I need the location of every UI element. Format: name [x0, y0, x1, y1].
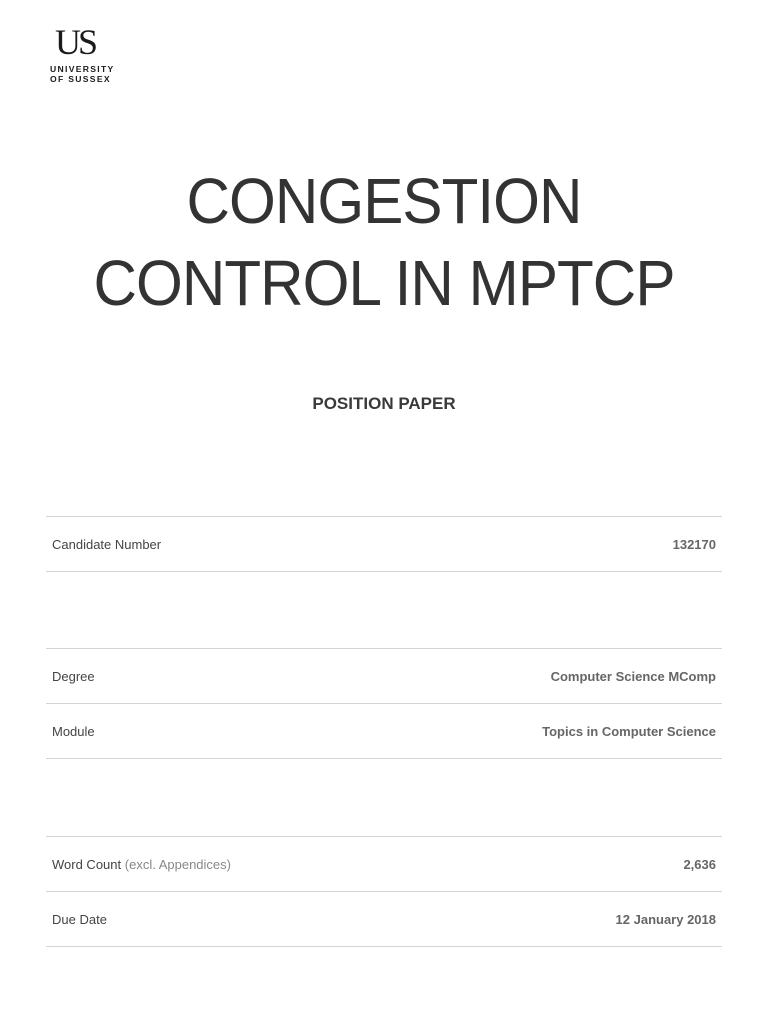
module-label: Module	[52, 723, 95, 739]
degree-value: Computer Science MComp	[550, 668, 716, 684]
word-count-label: Word Count	[52, 856, 122, 872]
candidate-number-value: 132170	[672, 536, 716, 552]
document-title	[23, 160, 745, 324]
document-subtitle: POSITION PAPER	[312, 394, 456, 413]
logo-text-line2: OF SUSSEX	[50, 74, 111, 84]
due-date-row	[46, 892, 722, 947]
module-row	[46, 704, 722, 759]
candidate-number-label: Candidate Number	[52, 536, 162, 552]
word-count-row	[46, 837, 722, 892]
candidate-number-row	[46, 517, 722, 572]
due-date-label: Due Date	[52, 911, 107, 927]
logo-text-line1: UNIVERSITY	[50, 64, 115, 74]
degree-label: Degree	[52, 668, 95, 684]
degree-row	[46, 649, 722, 704]
word-count-note: (excl. Appendices)	[124, 856, 231, 872]
title-line-2: CONTROL IN MPTCP	[93, 247, 675, 319]
module-value: Topics in Computer Science	[542, 723, 716, 739]
word-count-label-group	[52, 857, 231, 872]
candidate-info-table	[46, 516, 722, 572]
word-count-value: 2,636	[683, 856, 716, 872]
title-line-1: CONGESTION	[186, 165, 582, 237]
programme-info-table	[46, 648, 722, 759]
logo-mark: US	[55, 22, 96, 62]
submission-info-table	[46, 836, 722, 947]
university-logo	[50, 24, 130, 84]
due-date-value: 12 January 2018	[615, 911, 716, 927]
